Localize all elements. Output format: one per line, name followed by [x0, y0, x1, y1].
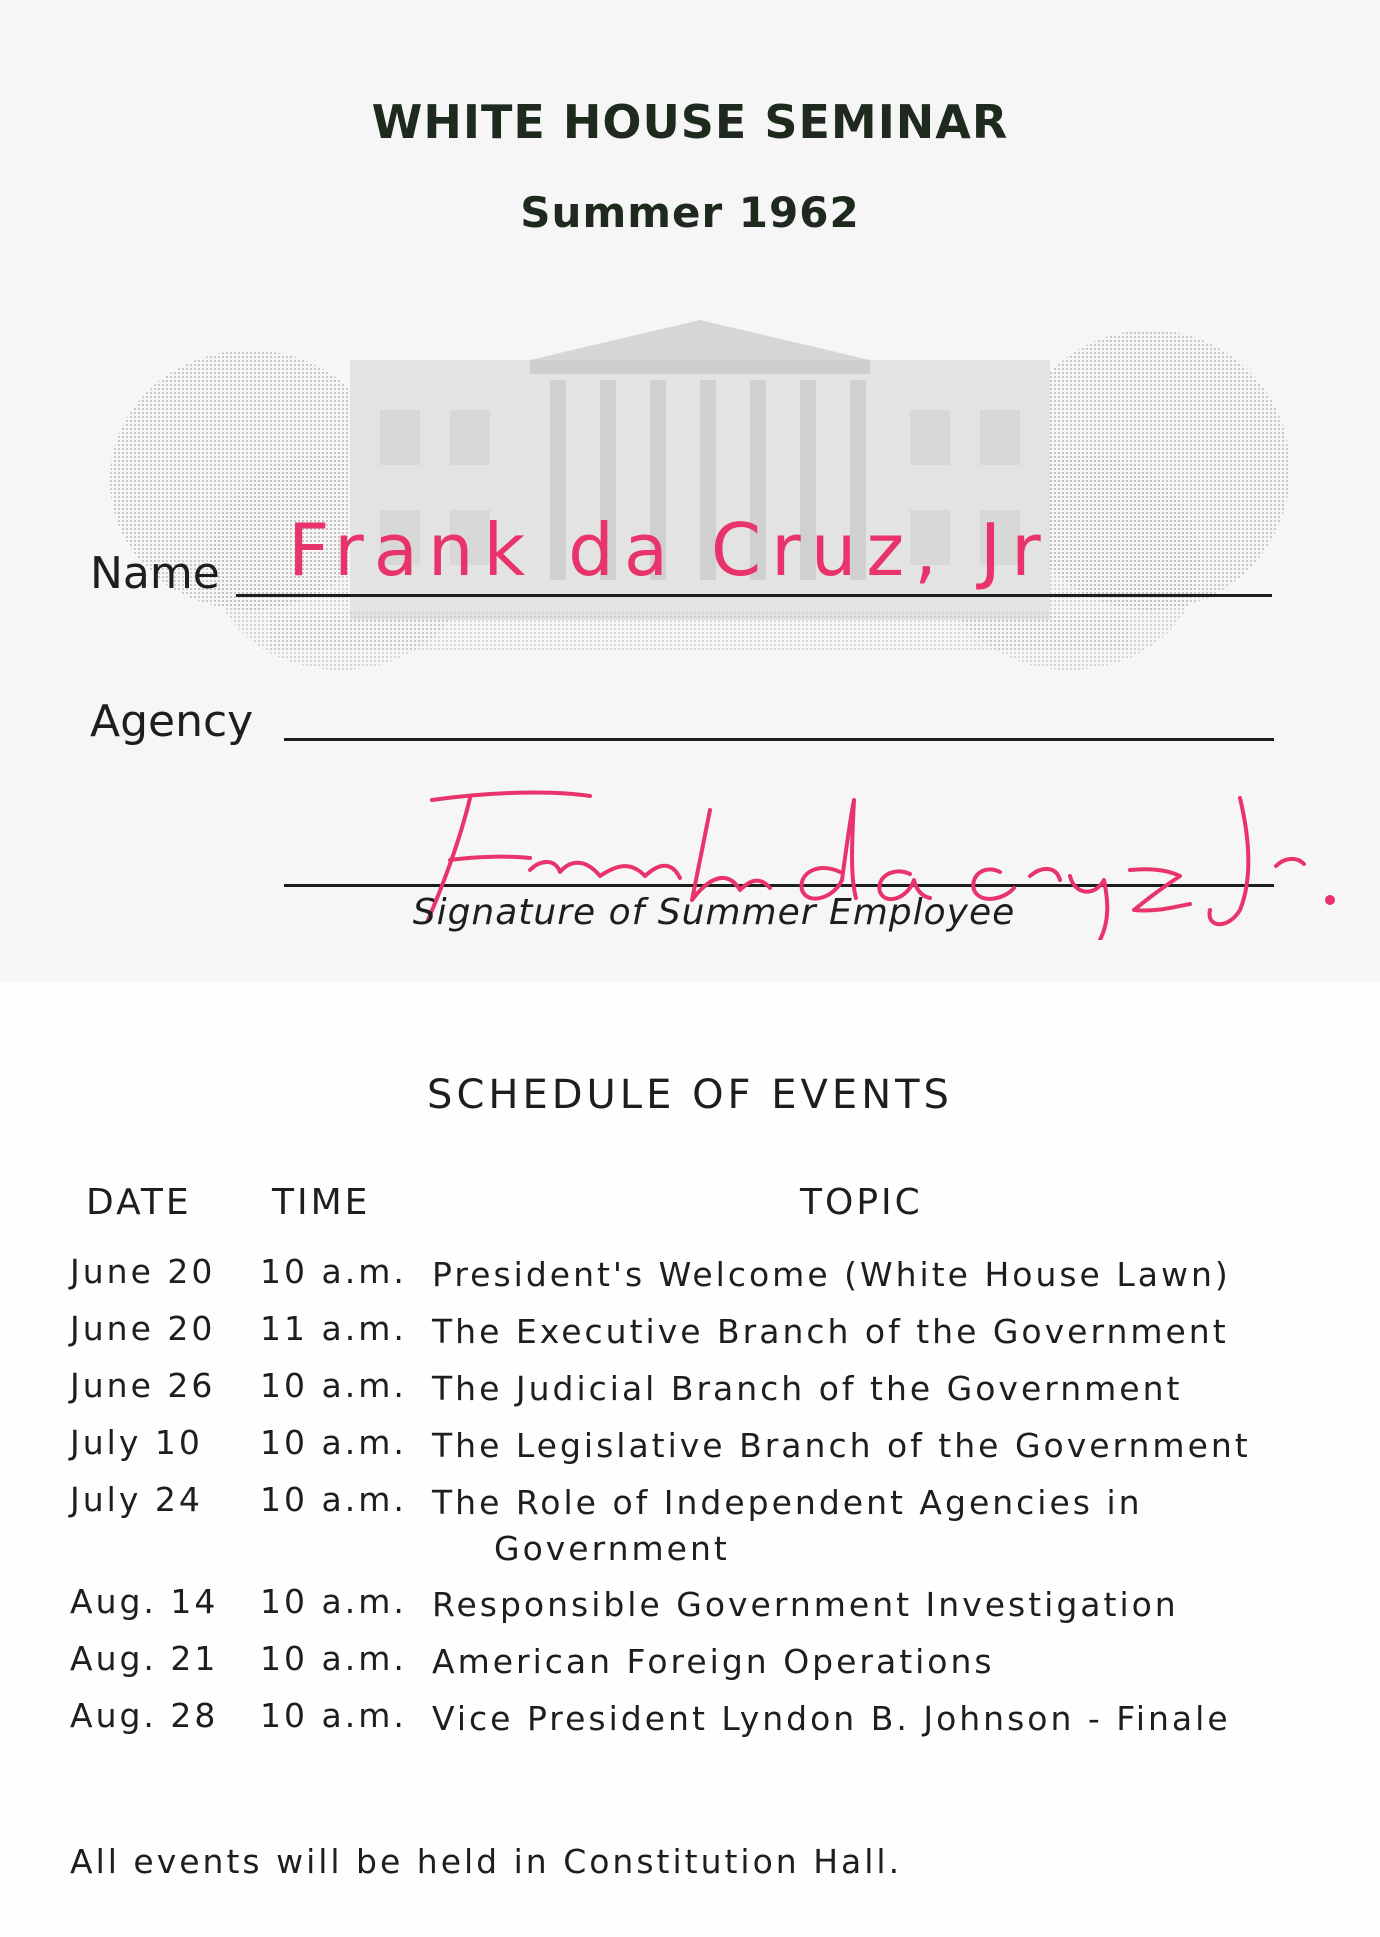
row-time: 10 a.m.: [260, 1480, 407, 1519]
row-time: 10 a.m.: [260, 1639, 407, 1678]
row-topic-text: The Role of Independent Agencies in: [432, 1483, 1143, 1522]
row-topic: [432, 1252, 1332, 1298]
row-date: June 20: [70, 1252, 216, 1291]
row-topic-text: The Judicial Branch of the Government: [432, 1369, 1183, 1408]
row-topic-text: The Legislative Branch of the Government: [432, 1426, 1251, 1465]
schedule-title: SCHEDULE OF EVENTS: [427, 1072, 953, 1118]
row-topic-text: American Foreign Operations: [432, 1642, 995, 1681]
white-house-watermark: [110, 300, 1290, 700]
row-topic: [432, 1480, 1332, 1572]
footer-note: All events will be held in Constitution Hall.: [70, 1842, 903, 1881]
row-time: 11 a.m.: [260, 1309, 407, 1348]
row-topic: [432, 1366, 1332, 1412]
row-time: 10 a.m.: [260, 1696, 407, 1735]
row-date: June 20: [70, 1309, 216, 1348]
row-topic: [432, 1309, 1332, 1355]
row-topic-continuation: Government: [494, 1529, 730, 1568]
seminar-title: WHITE HOUSE SEMINAR: [371, 95, 1009, 149]
row-time: 10 a.m.: [260, 1582, 407, 1621]
column-header-time: TIME: [272, 1182, 371, 1223]
row-topic-text: The Executive Branch of the Government: [432, 1312, 1229, 1351]
row-topic-text: Vice President Lyndon B. Johnson - Finale: [432, 1699, 1231, 1738]
row-topic: [432, 1582, 1332, 1628]
column-header-date: DATE: [86, 1182, 192, 1223]
name-handwritten[interactable]: Frank da Cruz, Jr: [288, 508, 1051, 592]
agency-label: Agency: [90, 696, 254, 747]
row-topic-text: President's Welcome (White House Lawn): [432, 1255, 1231, 1294]
name-label: Name: [90, 548, 220, 599]
row-date: Aug. 21: [70, 1639, 219, 1678]
row-date: Aug. 14: [70, 1582, 219, 1621]
row-topic: [432, 1639, 1332, 1685]
name-line: [236, 594, 1272, 597]
row-time: 10 a.m.: [260, 1423, 407, 1462]
row-date: June 26: [70, 1366, 216, 1405]
row-topic-text: Responsible Government Investigation: [432, 1585, 1179, 1624]
agency-line[interactable]: [284, 738, 1274, 741]
row-time: 10 a.m.: [260, 1252, 407, 1291]
row-date: Aug. 28: [70, 1696, 219, 1735]
row-date: July 10: [70, 1423, 203, 1462]
row-topic: [432, 1696, 1332, 1742]
row-date: July 24: [70, 1480, 203, 1519]
seminar-subtitle: Summer 1962: [520, 188, 860, 237]
row-topic: [432, 1423, 1332, 1469]
signature-caption: Signature of Summer Employee: [412, 892, 1016, 933]
row-time: 10 a.m.: [260, 1366, 407, 1405]
column-header-topic: TOPIC: [800, 1182, 923, 1223]
schedule-card: [0, 982, 1380, 1937]
